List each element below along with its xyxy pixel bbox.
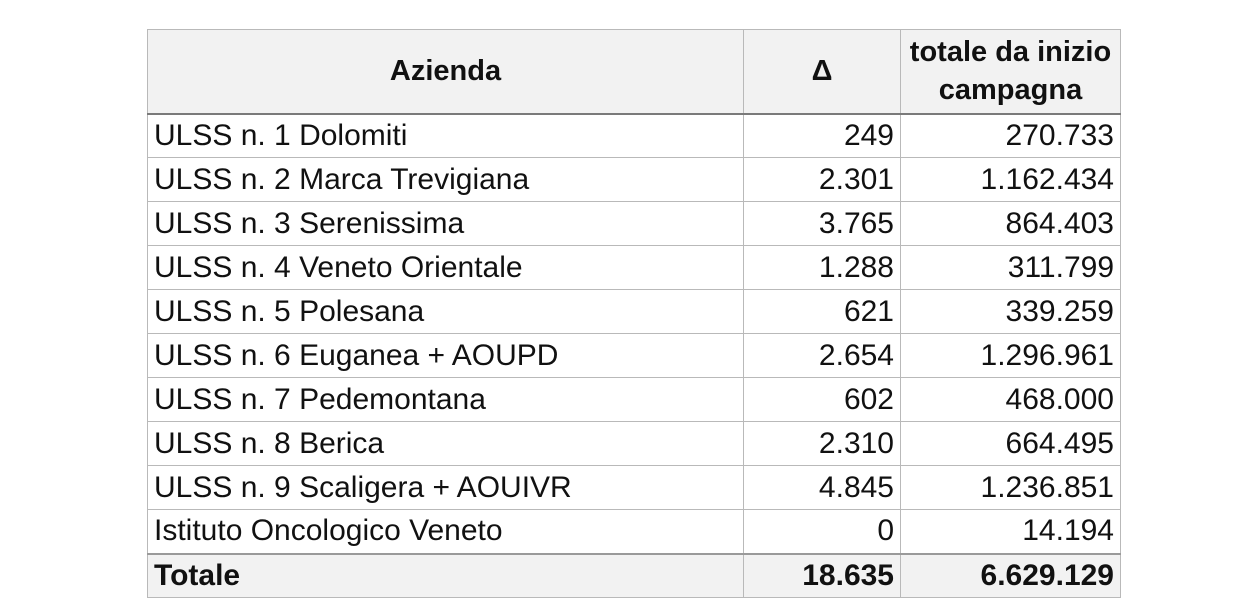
cell-azienda: ULSS n. 5 Polesana (148, 290, 744, 334)
table-row (148, 510, 1121, 554)
table-row (148, 202, 1121, 246)
vaccination-table (147, 29, 1121, 598)
cell-totale: 664.495 (901, 422, 1121, 466)
cell-azienda: ULSS n. 1 Dolomiti (148, 114, 744, 158)
cell-delta: 1.288 (744, 246, 901, 290)
cell-azienda: Istituto Oncologico Veneto (148, 510, 744, 554)
cell-azienda: ULSS n. 7 Pedemontana (148, 378, 744, 422)
cell-totale: 339.259 (901, 290, 1121, 334)
cell-azienda: ULSS n. 6 Euganea + AOUPD (148, 334, 744, 378)
header-azienda: Azienda (148, 30, 744, 114)
table-row (148, 246, 1121, 290)
cell-totale: 311.799 (901, 246, 1121, 290)
cell-delta: 2.654 (744, 334, 901, 378)
table-row (148, 466, 1121, 510)
table-body (148, 114, 1121, 598)
cell-totale: 1.236.851 (901, 466, 1121, 510)
total-totale: 6.629.129 (901, 554, 1121, 598)
table-row (148, 290, 1121, 334)
table-header-row (148, 30, 1121, 114)
cell-delta: 4.845 (744, 466, 901, 510)
cell-azienda: ULSS n. 4 Veneto Orientale (148, 246, 744, 290)
cell-delta: 249 (744, 114, 901, 158)
cell-delta: 2.301 (744, 158, 901, 202)
cell-delta: 2.310 (744, 422, 901, 466)
cell-azienda: ULSS n. 2 Marca Trevigiana (148, 158, 744, 202)
table-row (148, 158, 1121, 202)
vaccination-table-container (147, 29, 1121, 598)
table-row (148, 114, 1121, 158)
total-delta: 18.635 (744, 554, 901, 598)
cell-totale: 14.194 (901, 510, 1121, 554)
cell-totale: 468.000 (901, 378, 1121, 422)
table-row (148, 378, 1121, 422)
cell-azienda: ULSS n. 3 Serenissima (148, 202, 744, 246)
cell-azienda: ULSS n. 8 Berica (148, 422, 744, 466)
total-row (148, 554, 1121, 598)
table-row (148, 334, 1121, 378)
cell-azienda: ULSS n. 9 Scaligera + AOUIVR (148, 466, 744, 510)
table-row (148, 422, 1121, 466)
cell-totale: 1.296.961 (901, 334, 1121, 378)
header-delta: Δ (744, 30, 901, 114)
cell-delta: 0 (744, 510, 901, 554)
total-label: Totale (148, 554, 744, 598)
cell-delta: 3.765 (744, 202, 901, 246)
cell-totale: 270.733 (901, 114, 1121, 158)
cell-delta: 621 (744, 290, 901, 334)
header-totale: totale da inizio campagna (901, 30, 1121, 114)
cell-totale: 864.403 (901, 202, 1121, 246)
cell-totale: 1.162.434 (901, 158, 1121, 202)
cell-delta: 602 (744, 378, 901, 422)
